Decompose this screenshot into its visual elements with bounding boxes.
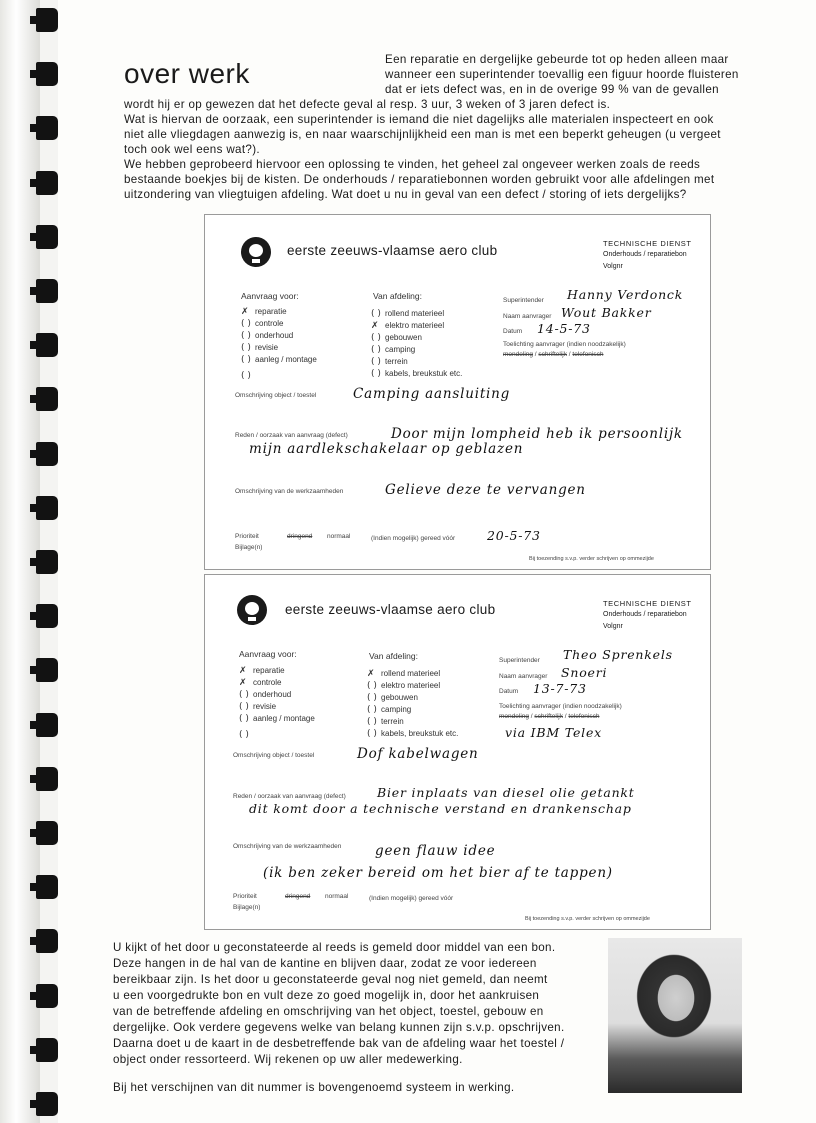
checkbox-onderhoud[interactable]: ( ) onderhoud [241, 331, 294, 341]
bottom-line: dergelijke. Ook verdere gegevens welke van belang kunnen zijn s.v.p. opschrijven. [113, 1021, 565, 1034]
checkbox-other[interactable]: ( ) [241, 371, 251, 381]
intro-line: wordt hij er op gewezen dat het defecte geval al resp. 3 uur, 3 weken of 3 jaren defect is. [124, 98, 611, 111]
bottom-line: van de betreffende afdeling en omschrijving van het object, toestel, gebouw en [113, 1005, 544, 1018]
omschrijving-object-label: Omschrijving object / toestel [233, 752, 315, 759]
prioriteit-spoed[interactable]: dringend [287, 533, 313, 540]
checkbox-controle[interactable]: ( ) controle [241, 319, 284, 329]
reden-label: Reden / oorzaak van aanvraag (defect) [233, 793, 346, 800]
omschrijving-object-label: Omschrijving object / toestel [235, 392, 317, 399]
binding-ring [36, 984, 58, 1008]
checkbox-elektro[interactable]: ( ) elektro materieel [367, 681, 441, 691]
bottom-line: bereikbaar zijn. Is het door u geconstateerde geval nog niet gemeld, dan neemt [113, 973, 548, 986]
bon-type: Onderhouds / reparatiebon [603, 611, 687, 618]
afdeling-label: Van afdeling: [369, 651, 418, 661]
bottom-line: Deze hangen in de hal van de kantine en blijven daar, zodat ze voor iedereen [113, 957, 537, 970]
binding-ring [36, 225, 58, 249]
bottom-line: Daarna doet u de kaart in de desbetreffende bak van de afdeling waar het toestel / [113, 1037, 565, 1050]
datum-label: Datum [499, 688, 519, 695]
intro-line: wanneer een superintender toevallig een figuur hoorde fluisteren [385, 68, 739, 81]
checkbox-revisie[interactable]: ( ) revisie [241, 343, 279, 353]
bottom-line: U kijkt of het door u geconstateerde al reeds is gemeld door middel van een bon. [113, 941, 556, 954]
checkbox-elektro[interactable]: ✗ elektro materieel [371, 321, 445, 331]
reden-line[interactable]: mijn aardlekschakelaar op geblazen [249, 441, 524, 457]
gereed-label: (Indien mogelijk) gereed vóór [371, 535, 456, 542]
datum-value[interactable]: 13-7-73 [533, 681, 587, 696]
binding-ring [36, 171, 58, 195]
bon-type: Onderhouds / reparatiebon [603, 251, 687, 258]
checkbox-reparatie[interactable]: ✗ reparatie [239, 666, 285, 676]
binding-ring [36, 333, 58, 357]
binding-ring [36, 496, 58, 520]
intro-line: niet alle vliegdagen aanwezig is, en naar waarschijnlijkheid een man is met een beperkt geheugen (u vergeet [124, 128, 721, 141]
checkbox-reparatie[interactable]: ✗ reparatie [241, 307, 287, 317]
binding-ring [36, 550, 58, 574]
prioriteit-normaal[interactable]: normaal [327, 533, 351, 540]
intro-line: toch ook wel eens wat?). [124, 143, 260, 156]
binding-ring [36, 767, 58, 791]
binding-ring [36, 713, 58, 737]
checkbox-other[interactable]: ( ) [239, 730, 249, 740]
checkbox-camping[interactable]: ( ) camping [371, 345, 416, 355]
toelichting-label: Toelichting aanvrager (indien noodzakelijk) [499, 703, 622, 710]
repair-form-card [204, 214, 711, 570]
form-footer: Bij toezending s.v.p. verder schrijven op ommezijde [529, 556, 654, 562]
werkzaamheden-line[interactable]: (ik ben zeker bereid om het bier af te tappen) [263, 865, 613, 881]
reden-line[interactable]: Door mijn lompheid heb ik persoonlijk [391, 426, 683, 442]
afdeling-label: Van afdeling: [373, 291, 422, 301]
werkzaamheden-line[interactable]: geen flauw idee [375, 843, 496, 859]
club-name: eerste zeeuws-vlaamse aero club [287, 243, 498, 258]
intro-line: uitzondering van vliegtuigen afdeling. Wat doet u nu in geval van een defect / storing of iets dergelijks? [124, 188, 687, 201]
checkbox-controle[interactable]: ✗ controle [239, 678, 282, 688]
portrait-photo [608, 938, 742, 1093]
checkbox-aanleg[interactable]: ( ) aanleg / montage [239, 714, 315, 724]
checkbox-rollend[interactable]: ✗ rollend materieel [367, 669, 441, 679]
intro-line: Een reparatie en dergelijke gebeurde tot op heden alleen maar [385, 53, 729, 66]
omschrijving-object-value[interactable]: Dof kabelwagen [357, 746, 479, 762]
binding-ring [36, 62, 58, 86]
club-name: eerste zeeuws-vlaamse aero club [285, 602, 496, 617]
binding-ring [36, 8, 58, 32]
superintender-value[interactable]: Hanny Verdonck [567, 287, 684, 302]
datum-label: Datum [503, 328, 523, 335]
volgnr-label: Volgnr [603, 263, 623, 270]
repair-form-card [204, 574, 711, 930]
superintender-label: Superintender [503, 297, 544, 304]
bijlagen-label: Bijlage(n) [233, 904, 261, 911]
naam-value[interactable]: Wout Bakker [561, 305, 652, 320]
binding-ring [36, 279, 58, 303]
binding-ring [36, 442, 58, 466]
intro-line: Wat is hiervan de oorzaak, een superintender is iemand die niet dagelijks alle materialen inspecteert en ook [124, 113, 714, 126]
checkbox-gebouwen[interactable]: ( ) gebouwen [367, 693, 418, 703]
bottom-line: Bij het verschijnen van dit nummer is bovengenoemd systeem in werking. [113, 1081, 515, 1094]
binding-ring [36, 875, 58, 899]
werkzaamheden-line[interactable]: Gelieve deze te vervangen [385, 482, 586, 498]
werkzaamheden-label: Omschrijving van de werkzaamheden [235, 488, 344, 495]
aero-club-logo-icon [237, 595, 267, 625]
naam-label: Naam aanvrager [499, 673, 548, 680]
volgnr-label: Volgnr [603, 623, 623, 630]
prioriteit-label: Prioriteit [233, 893, 257, 900]
gereed-label: (Indien mogelijk) gereed vóór [369, 895, 454, 902]
checkbox-gebouwen[interactable]: ( ) gebouwen [371, 333, 422, 343]
omschrijving-object-value[interactable]: Camping aansluiting [353, 386, 511, 402]
bottom-line: u een voorgedrukte bon en vult deze zo goed mogelijk in, door het aankruisen [113, 989, 540, 1002]
page-title: over werk [124, 58, 250, 89]
dienst-label: TECHNISCHE DIENST [603, 239, 692, 248]
bijlagen-label: Bijlage(n) [235, 544, 263, 551]
naam-label: Naam aanvrager [503, 313, 552, 320]
intro-line: dat er iets defect was, en in de overige 99 % van de gevallen [385, 83, 719, 96]
toelichting-options: mondeling / schriftelijk / telefonisch [499, 713, 600, 720]
superintender-label: Superintender [499, 657, 540, 664]
binding-ring [36, 1092, 58, 1116]
werkzaamheden-label: Omschrijving van de werkzaamheden [233, 843, 342, 850]
checkbox-kabels[interactable]: ( ) kabels, breukstuk etc. [367, 729, 459, 739]
naam-value[interactable]: Snoeri [561, 665, 608, 680]
reden-line[interactable]: Bier inplaats van diesel olie getankt [377, 785, 635, 800]
reden-label: Reden / oorzaak van aanvraag (defect) [235, 432, 348, 439]
prioriteit-normaal[interactable]: normaal [325, 893, 349, 900]
checkbox-revisie[interactable]: ( ) revisie [239, 702, 277, 712]
binding-ring [36, 658, 58, 682]
checkbox-aanleg[interactable]: ( ) aanleg / montage [241, 355, 317, 365]
datum-value[interactable]: 14-5-73 [537, 321, 591, 336]
binding-ring [36, 116, 58, 140]
checkbox-terrein[interactable]: ( ) terrein [367, 717, 404, 727]
form-footer: Bij toezending s.v.p. verder schrijven op ommezijde [525, 916, 650, 922]
binding-ring [36, 1038, 58, 1062]
reden-line[interactable]: dit komt door a technische verstand en drankenschap [249, 801, 632, 816]
checkbox-camping[interactable]: ( ) camping [367, 705, 412, 715]
checkbox-onderhoud[interactable]: ( ) onderhoud [239, 690, 292, 700]
checkbox-rollend[interactable]: ( ) rollend materieel [371, 309, 445, 319]
binding-ring [36, 387, 58, 411]
intro-line: bestaande boekjes bij de kisten. De onderhouds / reparatiebonnen worden gebruikt voor alle afdelingen met [124, 173, 715, 186]
gereed-value[interactable]: 20-5-73 [487, 528, 541, 543]
bottom-line: object onder ressorteerd. Wij rekenen op uw aller medewerking. [113, 1053, 463, 1066]
toelichting-label: Toelichting aanvrager (indien noodzakelijk) [503, 341, 626, 348]
checkbox-kabels[interactable]: ( ) kabels, breukstuk etc. [371, 369, 463, 379]
spiral-binding [0, 0, 58, 1123]
binding-ring [36, 821, 58, 845]
intro-line: We hebben geprobeerd hiervoor een oplossing te vinden, het geheel zal ongeveer werken zoals de reeds [124, 158, 701, 171]
prioriteit-label: Prioriteit [235, 533, 259, 540]
binding-ring [36, 604, 58, 628]
checkbox-terrein[interactable]: ( ) terrein [371, 357, 408, 367]
aanvraag-label: Aanvraag voor: [241, 291, 299, 301]
superintender-value[interactable]: Theo Sprenkels [563, 647, 673, 662]
aero-club-logo-icon [241, 237, 271, 267]
binding-ring [36, 929, 58, 953]
prioriteit-spoed[interactable]: dringend [285, 893, 311, 900]
dienst-label: TECHNISCHE DIENST [603, 599, 692, 608]
toelichting-options: mondeling / schriftelijk / telefonisch [503, 351, 604, 358]
aanvraag-label: Aanvraag voor: [239, 649, 297, 659]
toelichting-value[interactable]: via IBM Telex [505, 725, 602, 740]
